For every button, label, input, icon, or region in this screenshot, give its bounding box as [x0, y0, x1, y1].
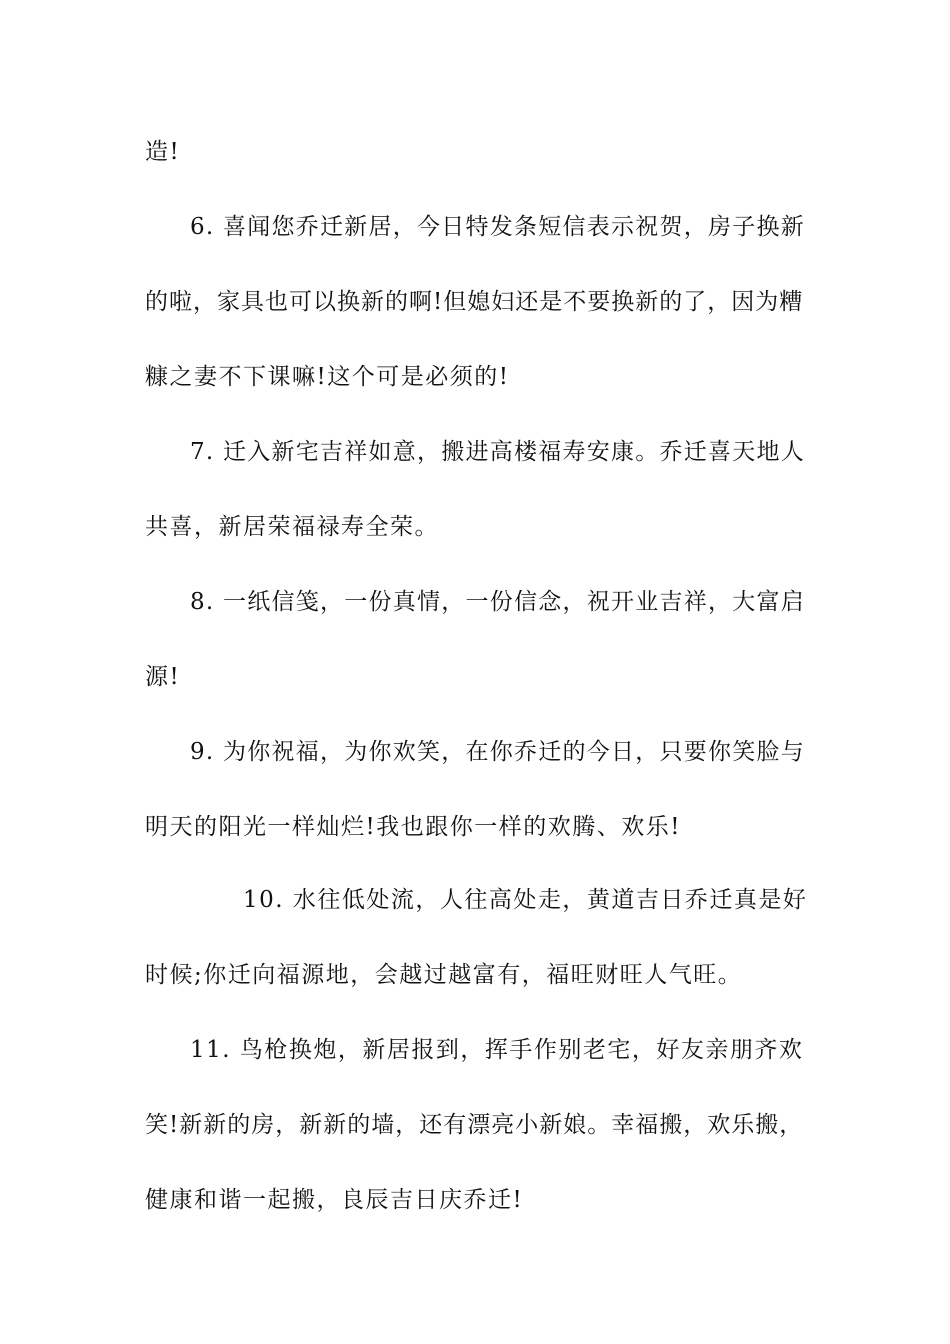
text-line: 明天的阳光一样灿烂!我也跟你一样的欢腾、欢乐! — [145, 814, 681, 840]
text-line: 6. 喜闻您乔迁新居，今日特发条短信表示祝贺，房子换新 — [190, 214, 806, 240]
text-line: 8. 一纸信笺，一份真情，一份信念，祝开业吉祥，大富启 — [190, 589, 806, 615]
text-line: 的啦，家具也可以换新的啊!但媳妇还是不要换新的了，因为糟 — [145, 289, 804, 315]
text-line: 共喜，新居荣福禄寿全荣。 — [145, 514, 439, 540]
text-line: 造! — [145, 139, 181, 165]
text-line: 健康和谐一起搬，良辰吉日庆乔迁! — [145, 1187, 524, 1213]
text-line: 源! — [145, 664, 181, 690]
text-line: 7. 迁入新宅吉祥如意，搬进高楼福寿安康。乔迁喜天地人 — [190, 439, 806, 465]
text-line: 时候;你迁向福源地，会越过越富有，福旺财旺人气旺。 — [145, 962, 743, 988]
text-line: 笑!新新的房，新新的墙，还有漂亮小新娘。幸福搬，欢乐搬， — [145, 1112, 804, 1138]
text-line: 糠之妻不下课嘛!这个可是必须的! — [145, 364, 510, 390]
text-line: 9. 为你祝福，为你欢笑，在你乔迁的今日，只要你笑脸与 — [190, 739, 806, 765]
text-line: 11. 鸟枪换炮，新居报到，挥手作别老宅，好友亲朋齐欢 — [190, 1037, 804, 1063]
text-line: 10. 水往低处流，人往高处走，黄道吉日乔迁真是好 — [243, 887, 808, 913]
